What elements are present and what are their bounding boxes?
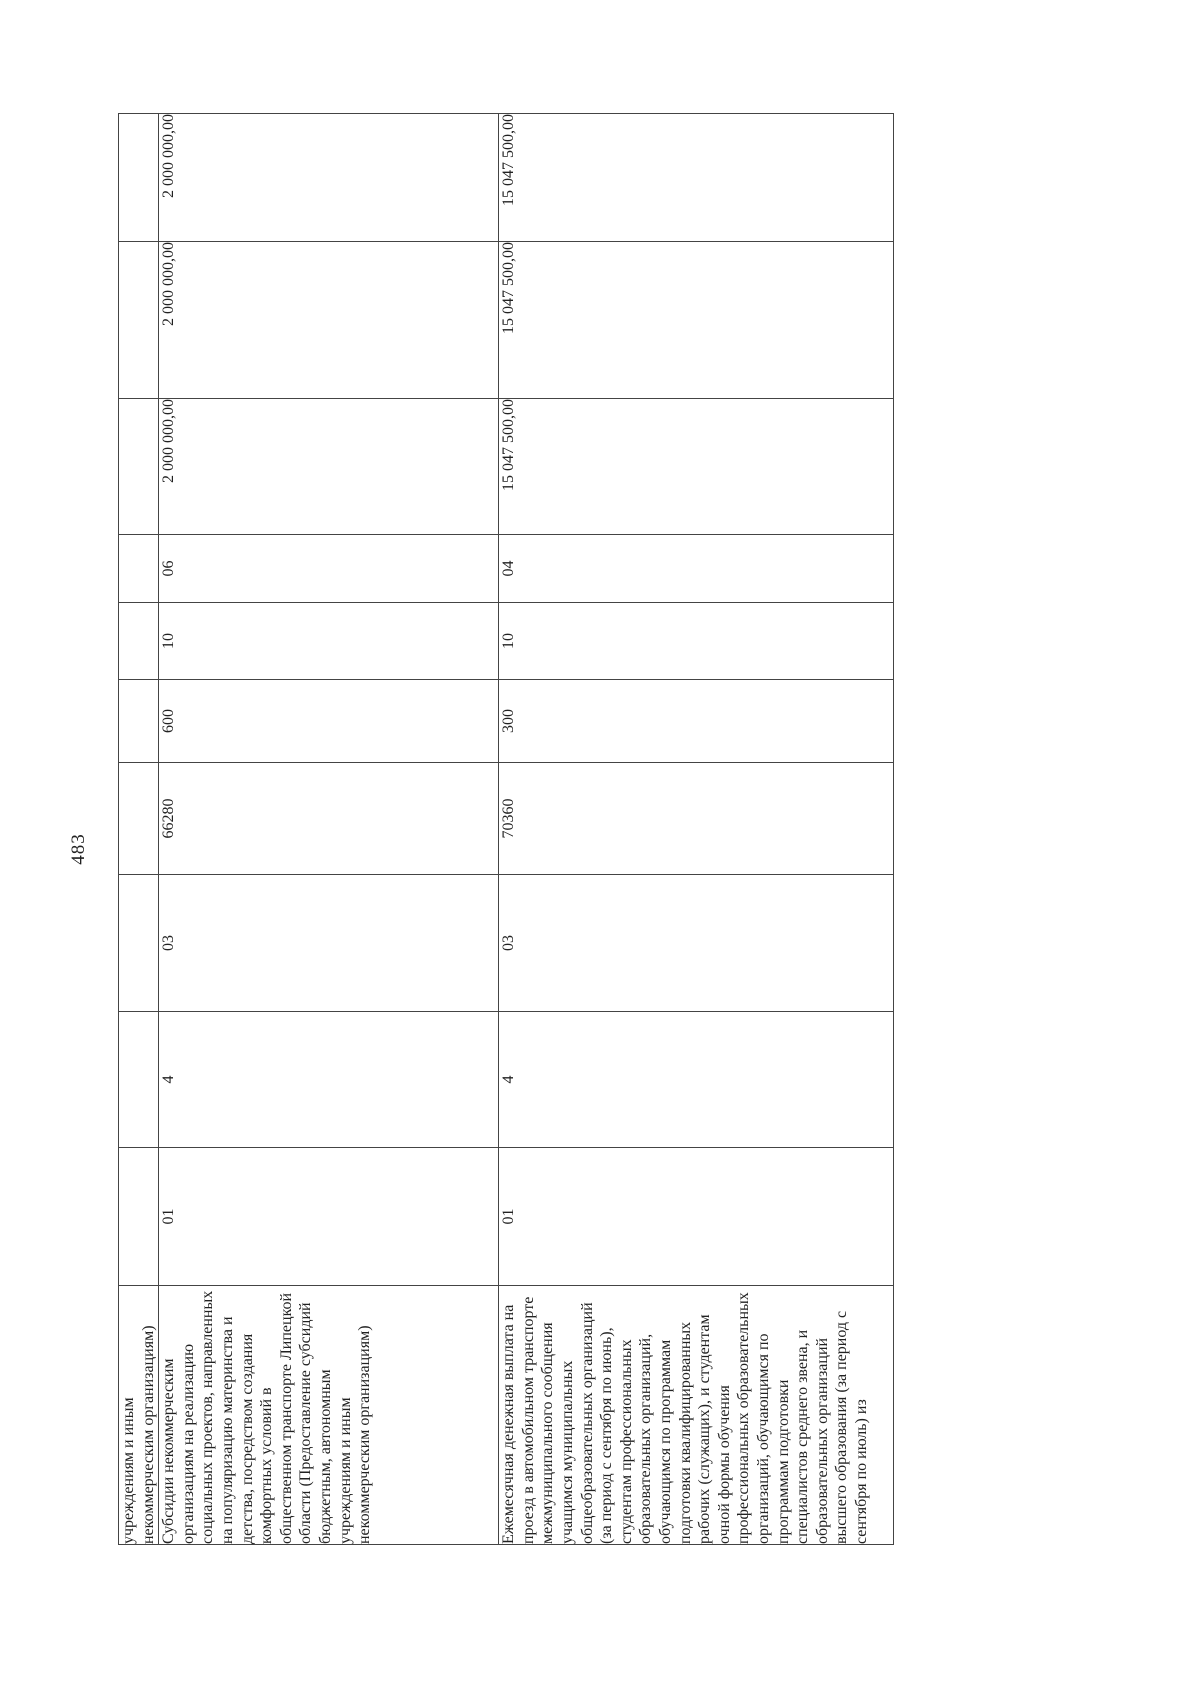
cell-section: 4 <box>159 1012 499 1148</box>
cell-rz: 10 <box>499 603 894 680</box>
cell-subsection <box>119 875 159 1012</box>
cell-vr: 300 <box>499 680 894 763</box>
cell-vr: 600 <box>159 680 499 763</box>
cell-amount-2: 15 047 500,00 <box>499 242 894 399</box>
cell-pr <box>119 535 159 603</box>
cell-rz <box>119 603 159 680</box>
cell-target: 66280 <box>159 763 499 875</box>
cell-subsection: 03 <box>499 875 894 1012</box>
cell-amount-2: 2 000 000,00 <box>159 242 499 399</box>
cell-section: 4 <box>499 1012 894 1148</box>
row-name: учреждениям и иным некоммерческим организациям) <box>119 1286 159 1545</box>
cell-target: 70360 <box>499 763 894 875</box>
cell-pr: 06 <box>159 535 499 603</box>
cell-amount-1: 15 047 500,00 <box>499 399 894 535</box>
table-row <box>499 114 894 1545</box>
cell-amount-2 <box>119 242 159 399</box>
table-row <box>119 114 159 1545</box>
page-number: 483 <box>68 833 89 865</box>
cell-amount-3: 15 047 500,00 <box>499 114 894 242</box>
cell-pr: 04 <box>499 535 894 603</box>
cell-subsection: 03 <box>159 875 499 1012</box>
cell-grbs: 01 <box>159 1148 499 1286</box>
table-row <box>159 114 499 1545</box>
cell-target <box>119 763 159 875</box>
cell-rz: 10 <box>159 603 499 680</box>
budget-table <box>118 113 894 1545</box>
cell-grbs: 01 <box>499 1148 894 1286</box>
cell-amount-1 <box>119 399 159 535</box>
cell-grbs <box>119 1148 159 1286</box>
cell-amount-1: 2 000 000,00 <box>159 399 499 535</box>
row-name: Субсидии некоммерческим организациям на реализацию социальных проектов, направленных на популяризацию материнства и детства, посредством создания комфортных условий в общественном транспорте Липецкой области (Предоставление субсидий бюджетным, автономным учреждениям и иным некоммерческим организациям) <box>159 1286 499 1545</box>
cell-vr <box>119 680 159 763</box>
cell-amount-3 <box>119 114 159 242</box>
row-name: Ежемесячная денежная выплата на проезд в автомобильном транспорте межмуниципального сообщения учащимся муниципальных общеобразовательных организаций (за период с сентября по июнь), студентам профессиональных образовательных организаций, обучающимся по программам подготовки квалифицированных рабочих (служащих), и студентам очной формы обучения профессиональных образовательных организаций, обучающимся по программам подготовки специалистов среднего звена, и образовательных организаций высшего образования (за период с сентября по июль) из <box>499 1286 894 1545</box>
cell-amount-3: 2 000 000,00 <box>159 114 499 242</box>
cell-section <box>119 1012 159 1148</box>
